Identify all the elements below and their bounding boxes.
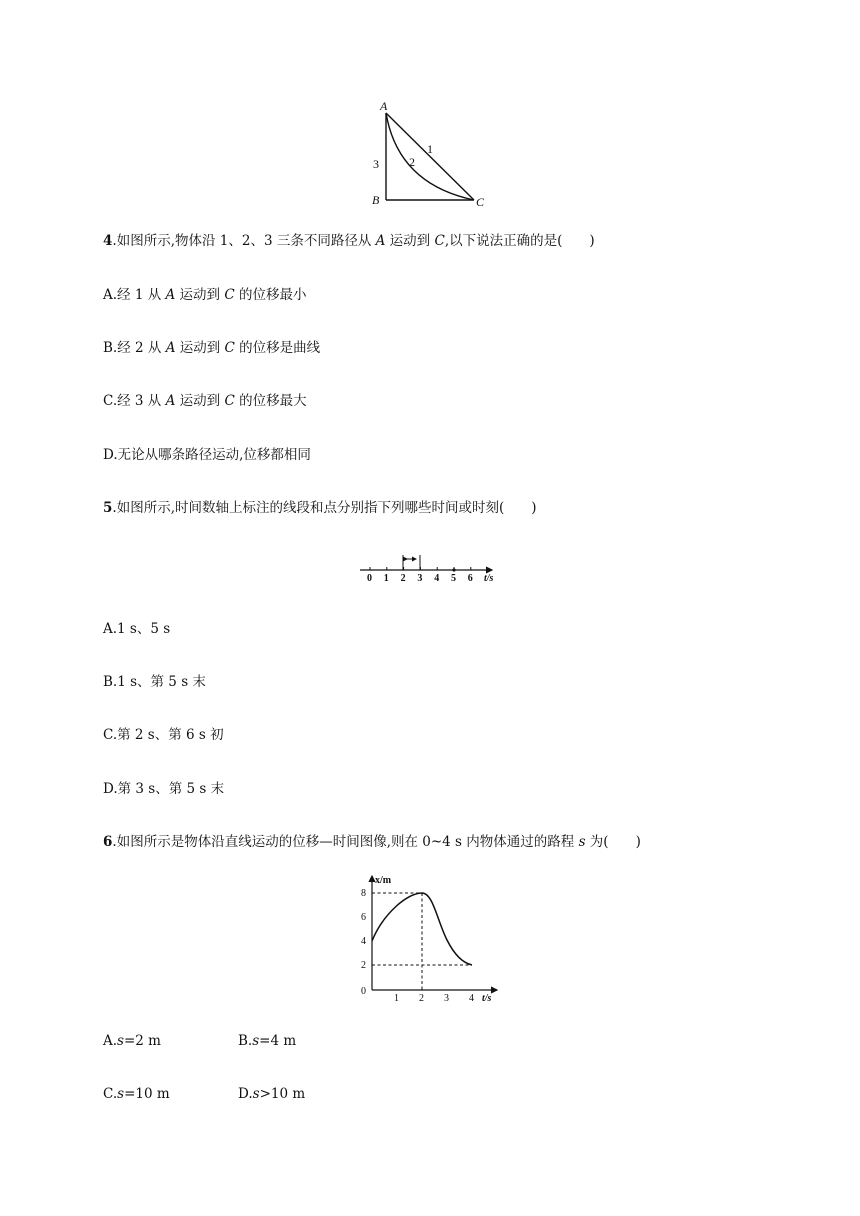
y-tick-8: 8 <box>361 888 366 899</box>
label-B: B <box>372 193 380 207</box>
label-C: C <box>476 195 485 209</box>
question-6-option-b: B.s=4 m <box>238 1033 297 1049</box>
path-triangle-figure <box>360 96 500 211</box>
y-tick-4: 4 <box>361 936 366 947</box>
question-5-option-b: B.1 s、第 5 s 末 <box>103 674 206 690</box>
y-axis-label: x/m <box>375 875 392 886</box>
time-axis-tick-label: 4 <box>434 573 440 584</box>
question-5-stem: 5.如图所示,时间数轴上标注的线段和点分别指下列哪些时间或时刻( ) <box>103 500 537 516</box>
question-number: 6 <box>103 834 113 850</box>
question-6-stem: 6.如图所示是物体沿直线运动的位移—时间图像,则在 0~4 s 内物体通过的路程 s 为( ) <box>103 834 641 850</box>
x-axis-label: t/s <box>482 993 492 1004</box>
question-6-option-a: A.s=2 m <box>103 1033 161 1049</box>
time-axis-label: t/s <box>484 573 494 584</box>
y-tick-6: 6 <box>361 912 366 923</box>
label-A: A <box>380 99 388 113</box>
label-path-1: 1 <box>427 142 433 156</box>
y-tick-2: 2 <box>361 960 366 971</box>
label-path-3: 3 <box>373 157 379 171</box>
time-axis-tick-label: 1 <box>383 573 389 584</box>
question-6-option-d: D.s>10 m <box>238 1086 306 1102</box>
question-4-option-a: A.经 1 从 A 运动到 C 的位移最小 <box>103 287 307 303</box>
y-tick-0: 0 <box>361 986 366 997</box>
question-4-option-d: D.无论从哪条路径运动,位移都相同 <box>103 447 311 463</box>
question-6-option-c: C.s=10 m <box>103 1086 170 1102</box>
label-path-2: 2 <box>409 155 415 169</box>
question-5-option-a: A.1 s、5 s <box>103 621 171 637</box>
time-axis-tick-label: 2 <box>400 573 406 584</box>
time-axis-tick-label: 6 <box>467 573 473 584</box>
question-number: 5 <box>103 500 113 516</box>
question-4-stem: 4.如图所示,物体沿 1、2、3 三条不同路径从 A 运动到 C,以下说法正确的是( ) <box>103 233 595 249</box>
time-axis-tick-label: 0 <box>367 573 372 584</box>
path-1-straight <box>386 113 474 200</box>
x-tick-3: 3 <box>444 993 449 1004</box>
question-5-option-c: C.第 2 s、第 6 s 初 <box>103 727 224 743</box>
time-point-marker <box>452 568 455 571</box>
position-time-graph <box>355 872 505 1004</box>
x-tick-2: 2 <box>419 993 424 1004</box>
time-axis-tick-label: 3 <box>417 573 423 584</box>
time-axis-tick-label: 5 <box>451 573 456 584</box>
question-4-option-b: B.经 2 从 A 运动到 C 的位移是曲线 <box>103 340 321 356</box>
question-5-option-d: D.第 3 s、第 5 s 末 <box>103 781 225 797</box>
x-tick-1: 1 <box>394 993 399 1004</box>
time-axis-figure <box>356 550 506 586</box>
x-tick-4: 4 <box>469 993 474 1004</box>
question-number: 4 <box>103 233 113 249</box>
question-4-option-c: C.经 3 从 A 运动到 C 的位移最大 <box>103 393 307 409</box>
